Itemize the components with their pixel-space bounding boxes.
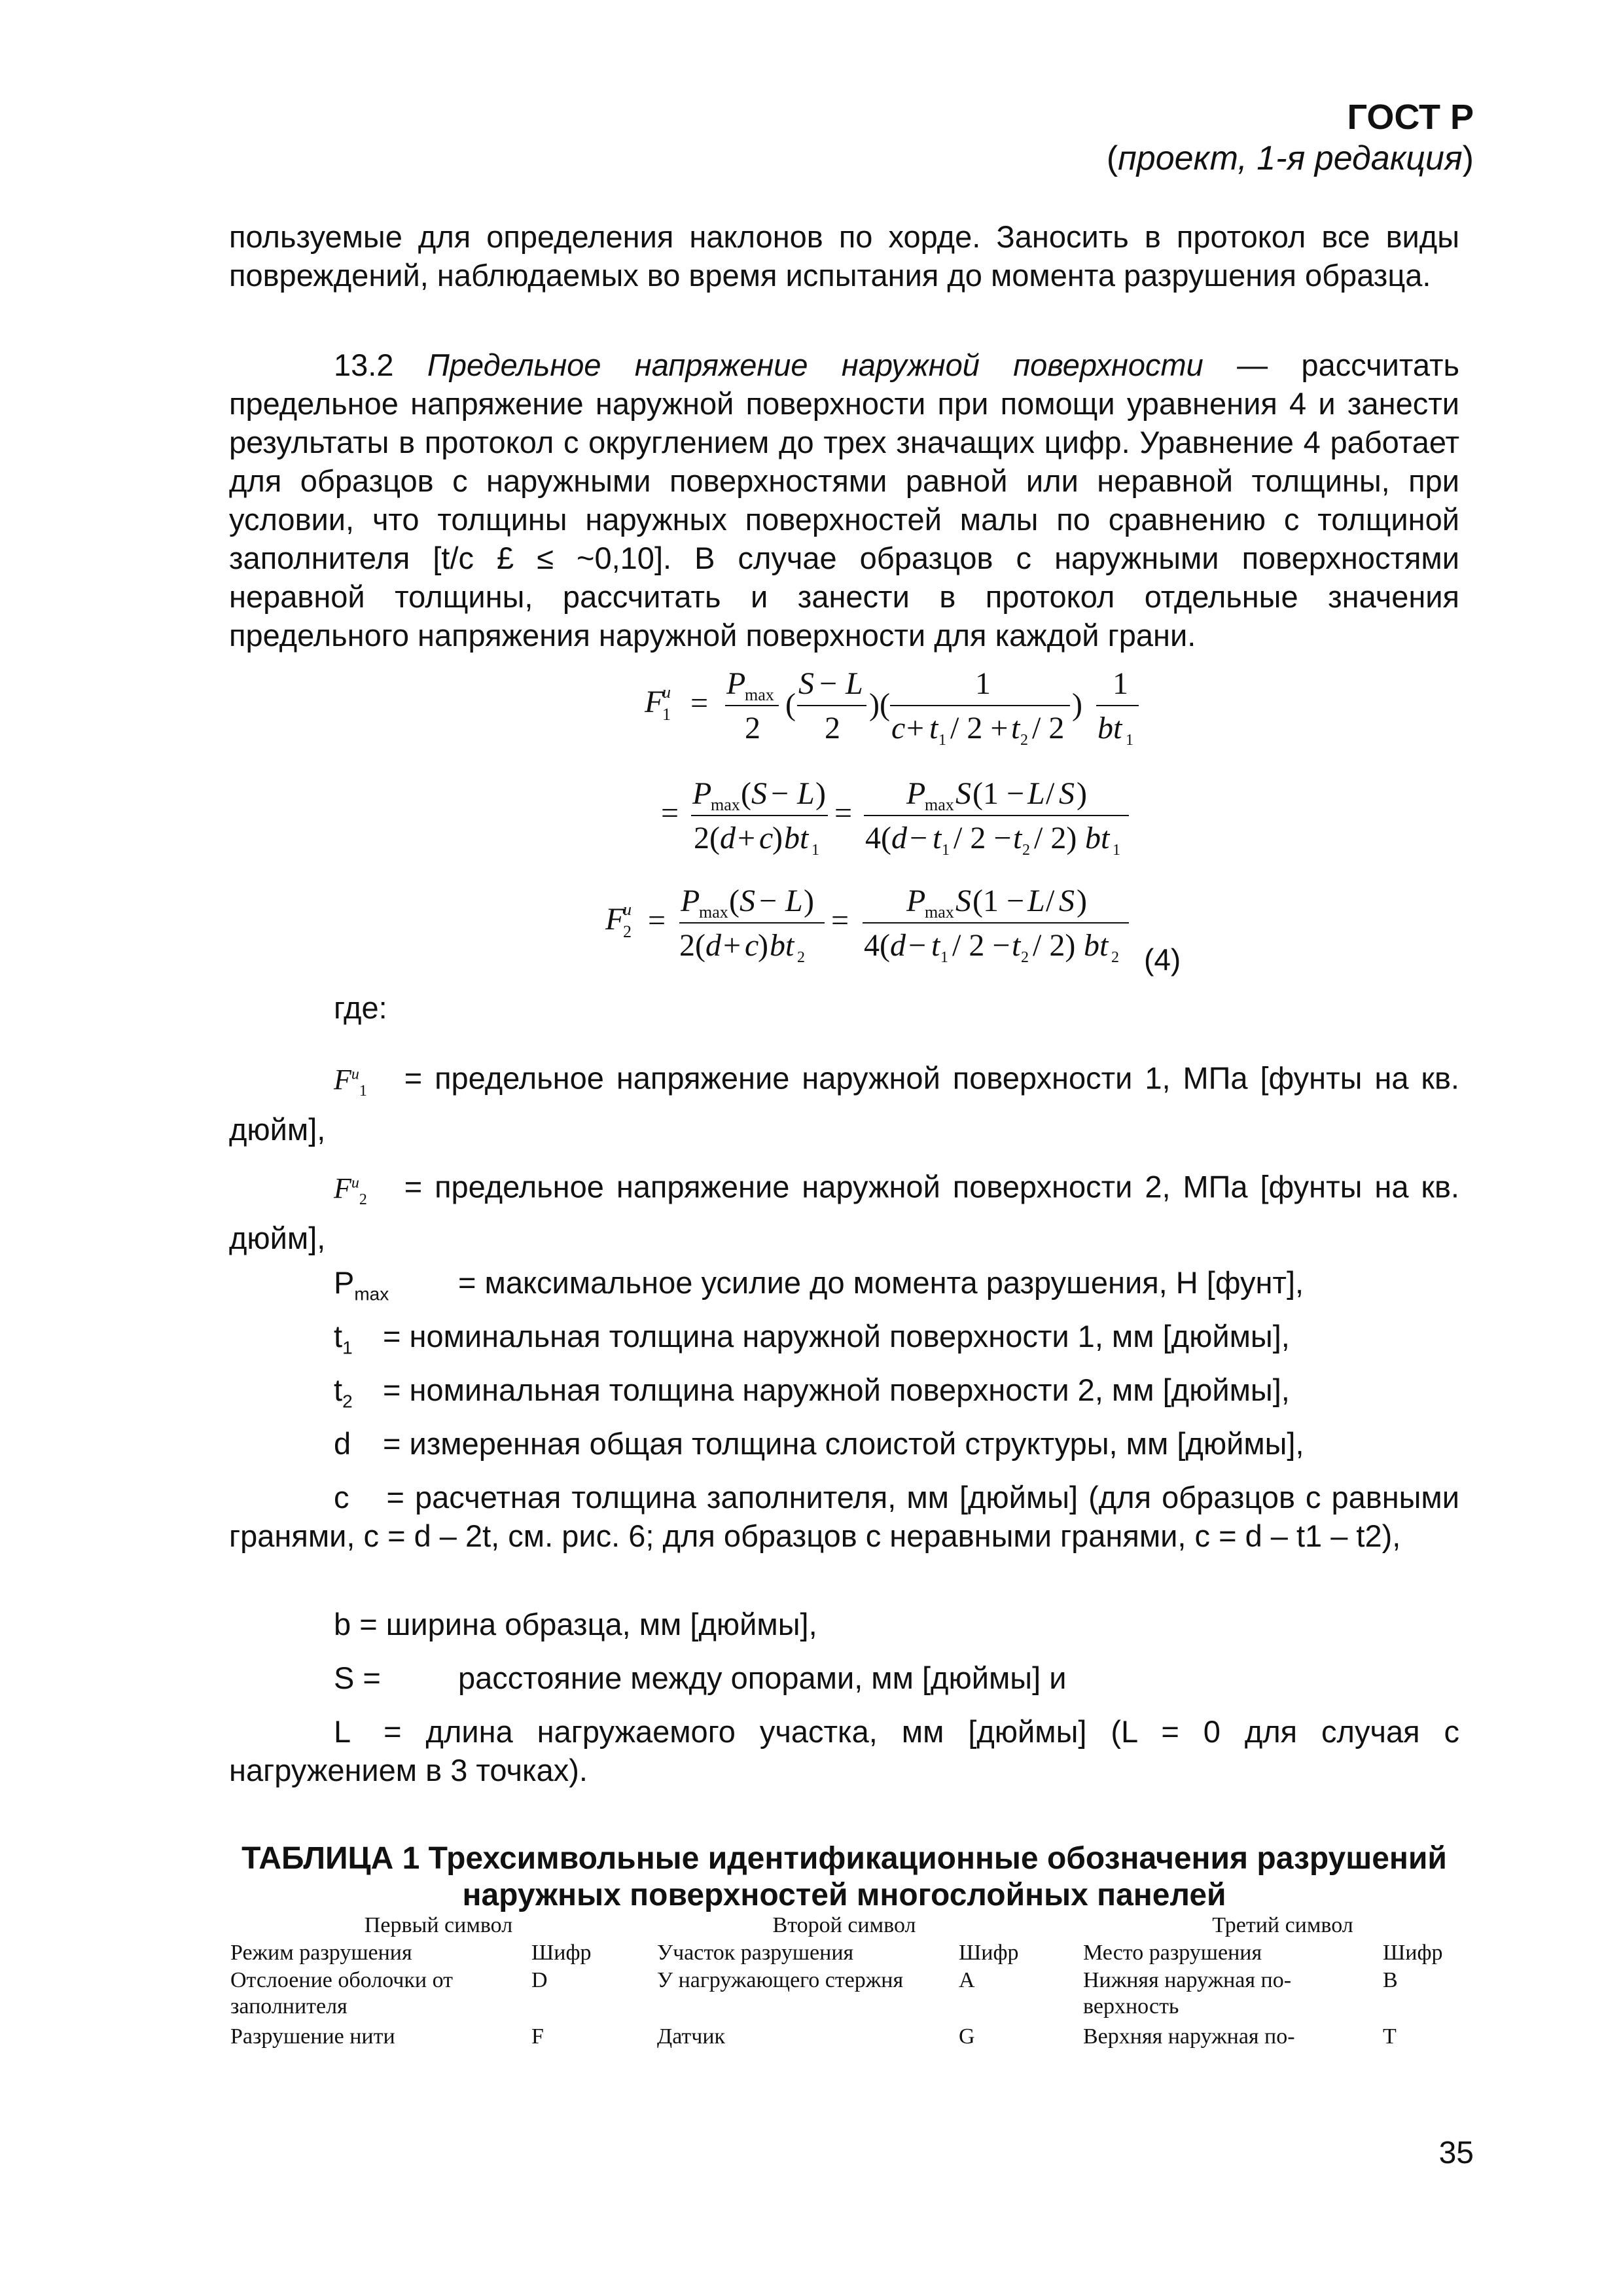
table-title: ТАБЛИЦА 1 Трехсимвольные идентификационные обозначения разрушений наружных поверхностей многослойных панелей <box>241 1841 1447 1912</box>
table-cell: Нижняя наружная по- <box>1083 1968 1292 1992</box>
svg-text:P: P <box>726 666 746 701</box>
where-label: где: <box>334 990 387 1025</box>
f2-symbol: $F^u_2$ <box>334 1172 367 1208</box>
svg-text:=: = <box>690 686 709 721</box>
svg-text:/ 2): / 2) <box>1034 821 1077 855</box>
table-group-header: Третий символ <box>1212 1913 1353 1937</box>
svg-text:2: 2 <box>1021 949 1029 966</box>
svg-text:L: L <box>797 776 815 811</box>
paragraph-continuation: пользуемые для определения наклонов по хорде. Заносить в протокол все виды повреждений, наблюдаемых во время испытания до момента разрушения образца. <box>229 219 1459 293</box>
table-header-cell: Режим разрушения <box>230 1941 412 1965</box>
svg-text:S: S <box>751 776 767 811</box>
svg-text:t: t <box>929 711 938 745</box>
svg-text:/ 2): / 2) <box>1033 928 1076 963</box>
svg-text:u: u <box>662 683 671 702</box>
svg-text:+: + <box>906 711 925 745</box>
table-cell: Датчик <box>657 2024 726 2049</box>
svg-text:4(: 4( <box>865 821 891 855</box>
svg-text:=: = <box>648 903 666 938</box>
svg-text:1: 1 <box>812 842 819 859</box>
svg-text:2: 2 <box>623 922 632 941</box>
definition-d: = измеренная общая толщина слоистой структуры, мм [дюймы], <box>383 1426 1304 1461</box>
svg-text:4(: 4( <box>864 928 890 963</box>
definition-t1: = номинальная толщина наружной поверхности 1, мм [дюймы], <box>383 1319 1290 1354</box>
svg-text:c: c <box>891 711 906 745</box>
svg-text:=: = <box>834 796 853 831</box>
table-cell: У нагружающего стержня <box>657 1968 904 1992</box>
svg-text:t: t <box>1013 821 1022 855</box>
svg-text:S: S <box>1059 884 1075 918</box>
table-cell: G <box>959 2024 975 2049</box>
svg-text:F: F <box>645 685 664 719</box>
svg-text:−: − <box>908 928 927 963</box>
svg-text:F: F <box>605 902 625 937</box>
svg-text:): ) <box>1072 687 1082 722</box>
equation-4 <box>576 655 1230 982</box>
svg-text:2: 2 <box>745 711 760 745</box>
svg-text:−: − <box>819 666 838 701</box>
svg-text:2: 2 <box>1111 949 1119 966</box>
svg-text:−: − <box>771 776 789 811</box>
svg-text:P: P <box>681 884 700 918</box>
svg-text:S: S <box>1059 776 1075 811</box>
l-symbol: L <box>334 1714 351 1749</box>
svg-text:c: c <box>759 821 774 855</box>
paragraph-13-2 <box>229 346 1459 655</box>
table-cell: A <box>959 1968 975 1992</box>
svg-text:u: u <box>623 900 632 919</box>
svg-text:d: d <box>720 821 736 855</box>
table-cell: T <box>1383 2024 1397 2049</box>
svg-text:): ) <box>758 928 768 963</box>
svg-text:/: / <box>1046 884 1055 918</box>
svg-text:/ 2: / 2 <box>1032 711 1065 745</box>
f1-symbol: $F^u_1$ <box>334 1063 367 1100</box>
definition-t2: = номинальная толщина наружной поверхности 2, мм [дюймы], <box>383 1372 1290 1407</box>
c-symbol: c <box>334 1480 349 1515</box>
svg-text:S: S <box>955 776 971 811</box>
svg-text:+: + <box>723 928 741 963</box>
definition-t1-symbol: $t_1$ <box>334 1319 353 1358</box>
svg-text:2: 2 <box>825 711 840 745</box>
svg-text:1: 1 <box>975 666 991 701</box>
svg-text:−: − <box>910 821 928 855</box>
svg-text:2(: 2( <box>679 928 705 963</box>
standard-title: ГОСТ Р <box>1347 98 1474 137</box>
svg-text:1: 1 <box>942 842 950 859</box>
definition-d-symbol: d <box>334 1426 351 1461</box>
table-cell: F <box>531 2024 544 2049</box>
svg-text:P: P <box>906 884 926 918</box>
svg-text:t: t <box>933 821 942 855</box>
svg-text:bt: bt <box>784 821 809 855</box>
table-group-header: Второй символ <box>772 1913 916 1937</box>
table-header-cell: Шифр <box>531 1941 592 1965</box>
svg-text:max: max <box>745 685 774 704</box>
svg-text:bt: bt <box>1097 711 1122 745</box>
svg-text:L: L <box>1027 776 1045 811</box>
table-cell: заполнителя <box>230 1994 348 2018</box>
svg-text:bt: bt <box>1085 821 1110 855</box>
table-cell: верхность <box>1083 1994 1179 2018</box>
clause-number: 13.2 <box>334 348 394 382</box>
svg-text:1: 1 <box>940 949 948 966</box>
svg-text:S: S <box>740 884 755 918</box>
svg-text:S: S <box>955 884 971 918</box>
svg-text:): ) <box>815 776 826 811</box>
svg-text:1: 1 <box>1126 732 1133 749</box>
svg-text:L: L <box>785 884 803 918</box>
svg-text:1: 1 <box>1113 842 1120 859</box>
edition-text: проект, 1-я редакция <box>1118 139 1463 177</box>
svg-text:=: = <box>831 903 849 938</box>
svg-text:/ 2 −: / 2 − <box>952 928 1010 963</box>
definition-f1: $F^u_1$ = предельное напряжение наружной поверхности 1, МПа [фунты на кв. дюйм], <box>229 1060 1459 1147</box>
table-group-header: Первый символ <box>364 1913 513 1937</box>
svg-text:d: d <box>891 821 907 855</box>
svg-text:max: max <box>699 903 728 922</box>
definition-f2: $F^u_2$ = предельное напряжение наружной поверхности 2, МПа [фунты на кв. дюйм], <box>229 1169 1459 1256</box>
svg-text:t: t <box>1012 928 1021 963</box>
svg-text:=: = <box>661 796 679 831</box>
svg-text:d: d <box>890 928 906 963</box>
table-header-cell: Место разрушения <box>1083 1941 1262 1965</box>
svg-text:)(: )( <box>869 687 890 722</box>
svg-text:): ) <box>1077 776 1087 811</box>
definition-l: L = длина нагружаемого участка, мм [дюймы] (L = 0 для случая с нагружением в 3 точках). <box>229 1714 1459 1787</box>
svg-text:/ 2 −: / 2 − <box>954 821 1012 855</box>
table-header-cell: Шифр <box>1383 1941 1443 1965</box>
svg-text:max: max <box>925 903 954 922</box>
svg-text:1: 1 <box>938 732 946 749</box>
clause-term: Предельное напряжение наружной поверхности <box>427 348 1204 382</box>
definition-pmax: = максимальное усилие до момента разрушения, Н [фунт], <box>458 1265 1304 1300</box>
table-cell: D <box>531 1968 548 1992</box>
svg-text:/: / <box>1046 776 1055 811</box>
definition-s: расстояние между опорами, мм [дюймы] и <box>458 1660 1067 1695</box>
svg-text:c: c <box>745 928 759 963</box>
svg-text:(: ( <box>729 884 740 918</box>
svg-text:+: + <box>738 821 756 855</box>
svg-text:2: 2 <box>1022 842 1030 859</box>
equation-number: (4) <box>1144 942 1181 977</box>
svg-text:t: t <box>931 928 940 963</box>
table-cell: Отслоение оболочки от <box>230 1968 454 1992</box>
svg-text:bt: bt <box>770 928 794 963</box>
svg-text:(1 −: (1 − <box>972 776 1025 811</box>
svg-text:−: − <box>759 884 777 918</box>
definition-s-symbol: S = <box>334 1660 381 1695</box>
table-cell: Верхняя наружная по- <box>1083 2024 1295 2049</box>
svg-text:L: L <box>1027 884 1045 918</box>
svg-text:d: d <box>705 928 721 963</box>
definition-b: b = ширина образца, мм [дюймы], <box>334 1607 817 1641</box>
svg-text:2: 2 <box>797 949 805 966</box>
svg-text:1: 1 <box>662 705 671 724</box>
table-header-cell: Шифр <box>959 1941 1019 1965</box>
svg-text:P: P <box>692 776 712 811</box>
svg-text:2(: 2( <box>694 821 720 855</box>
table-cell: B <box>1383 1968 1398 1992</box>
svg-text:max: max <box>925 795 954 814</box>
svg-text:): ) <box>804 884 814 918</box>
svg-text:(: ( <box>741 776 751 811</box>
svg-text:t: t <box>1011 711 1020 745</box>
svg-text:2: 2 <box>1020 732 1028 749</box>
table-header-cell: Участок разрушения <box>657 1941 854 1965</box>
svg-text:): ) <box>1077 884 1087 918</box>
definition-pmax-symbol: $P_{max}$ <box>334 1265 389 1304</box>
svg-text:1: 1 <box>1113 666 1128 701</box>
svg-text:(: ( <box>785 687 796 722</box>
svg-text:/ 2 +: / 2 + <box>950 711 1008 745</box>
svg-text:L: L <box>846 666 863 701</box>
page-number: 35 <box>1438 2136 1474 2170</box>
svg-text:): ) <box>772 821 783 855</box>
svg-text:max: max <box>711 795 740 814</box>
svg-text:(1 −: (1 − <box>972 884 1025 918</box>
svg-text:bt: bt <box>1084 928 1109 963</box>
standard-edition: (проект, 1-я редакция) <box>1106 139 1474 177</box>
definition-c: c = расчетная толщина заполнителя, мм [дюймы] (для образцов с равными гранями, c = d – 2t, см. рис. 6; для образцов с неравными гранями, c = d – t1 – t2), <box>229 1480 1459 1553</box>
definition-t2-symbol: $t_2$ <box>334 1372 353 1412</box>
svg-text:P: P <box>906 776 926 811</box>
table-cell: Разрушение нити <box>230 2024 395 2049</box>
svg-text:S: S <box>798 666 814 701</box>
clause-text: — рассчитать предельное напряжение наружной поверхности при помощи уравнения 4 и занести результаты в протокол с округлением до трех значащих цифр. Уравнение 4 работает для образцов с наружными поверхностями равной или неравной толщины, при условии, что толщины наружных поверхностей малы по сравнению с толщиной заполнителя [t/c £ ≤ ~0,10]. В случае образцов с наружными поверхностями неравной толщины, рассчитать и занести в протокол отдельные значения предельного напряжения наружной поверхности для каждой грани. <box>229 348 1460 653</box>
